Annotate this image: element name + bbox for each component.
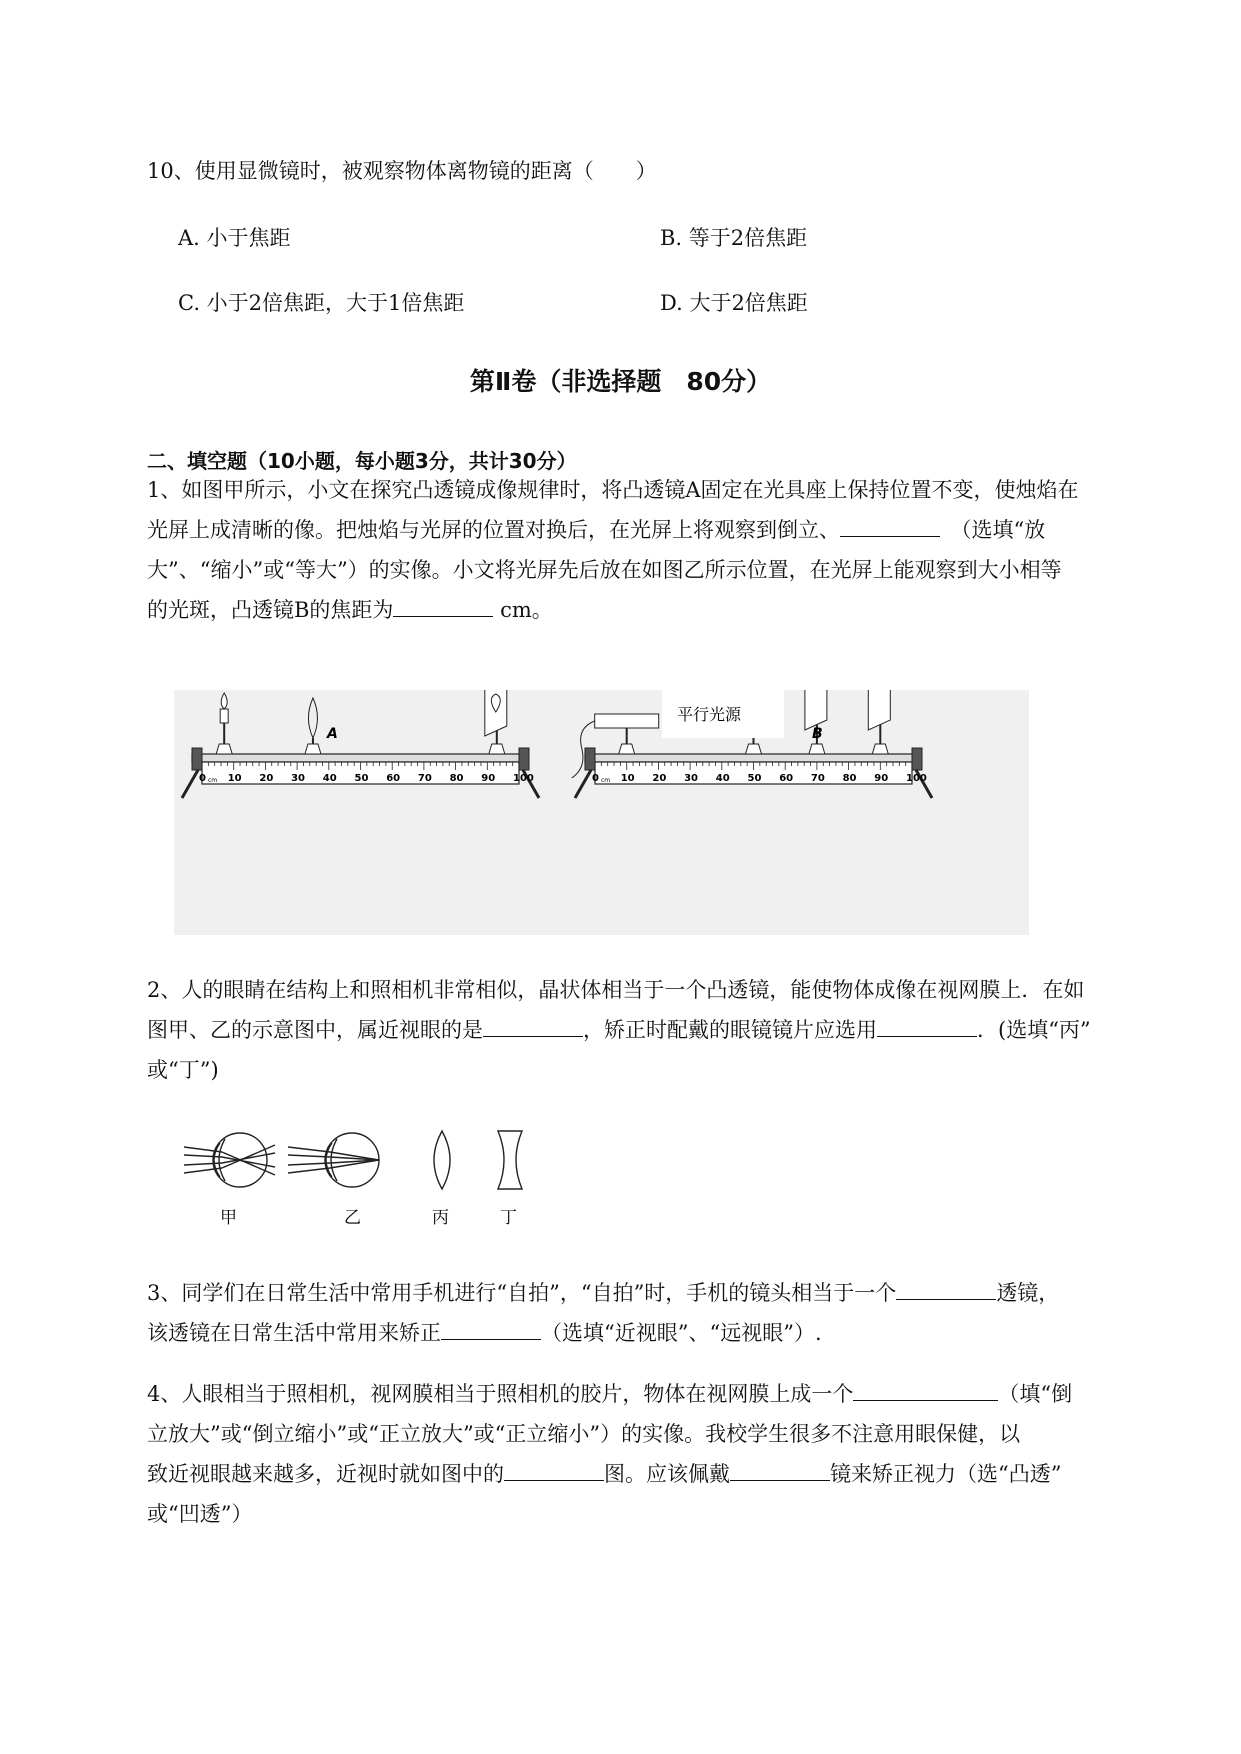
scale-tick-label: 60 bbox=[779, 773, 794, 784]
bench-end-right bbox=[912, 748, 922, 770]
label-jia: 甲 bbox=[220, 1208, 237, 1228]
q4-blank-2[interactable] bbox=[504, 1458, 604, 1481]
q4-line-1: 4、人眼相当于照相机，视网膜相当于照相机的胶片，物体在视网膜上成一个 （填“倒 bbox=[147, 1374, 1147, 1414]
q2-line-1: 2、人的眼睛在结构上和照相机非常相似，晶状体相当于一个凸透镜，能使物体成像在视网膜上．在如 bbox=[147, 978, 1085, 1002]
question-3 bbox=[147, 1273, 1147, 1353]
scale-tick-label: 60 bbox=[386, 773, 401, 784]
scale-tick-label: 80 bbox=[449, 773, 464, 784]
holder-base bbox=[216, 744, 232, 754]
q3-line-1: 3、同学们在日常生活中常用手机进行“自拍”，“自拍”时，手机的镜头相当于一个 透镜， bbox=[147, 1273, 1147, 1313]
section-title: 第Ⅱ卷（非选择题 80分） bbox=[469, 367, 772, 396]
q3-blank-1[interactable] bbox=[896, 1277, 996, 1300]
bench-end-left bbox=[192, 748, 202, 770]
scale-tick-label: 30 bbox=[291, 773, 306, 784]
light-source-label: 平行光源 bbox=[677, 705, 742, 724]
optical-bench-figure bbox=[174, 690, 1029, 935]
q1-line-4: 的光斑，凸透镜B的焦距为 cm。 bbox=[147, 590, 1147, 630]
q1-line-3: 大”、“缩小”或“等大”）的实像。小文将光屏先后放在如图乙所示位置，在光屏上能观察到大小相等 bbox=[147, 558, 1062, 582]
label-bing: 丙 bbox=[432, 1208, 449, 1228]
q2-line-3: 或“丁”) bbox=[147, 1058, 219, 1082]
scale-unit: cm bbox=[601, 777, 611, 784]
q3-line-2: 该透镜在日常生活中常用来矫正 （选填“近视眼”、“远视眼”）. bbox=[147, 1313, 1147, 1353]
scale-tick-label: 10 bbox=[227, 773, 242, 784]
question-2 bbox=[147, 970, 1147, 1090]
scale-tick-label: 100 bbox=[906, 773, 927, 784]
scale-tick-label: 80 bbox=[842, 773, 857, 784]
holder-base bbox=[809, 744, 825, 754]
scale-tick-label: 50 bbox=[354, 773, 369, 784]
scale-tick-label: 100 bbox=[513, 773, 534, 784]
eye-jia bbox=[184, 1133, 275, 1187]
bench-end-right bbox=[519, 748, 529, 770]
q4-line-3: 致近视眼越来越多，近视时就如图中的 图。应该佩戴 镜来矫正视力（选“凸透” bbox=[147, 1454, 1147, 1494]
eye-yi bbox=[288, 1133, 379, 1187]
label-yi: 乙 bbox=[344, 1208, 361, 1228]
holder-base bbox=[872, 744, 888, 754]
question-4 bbox=[147, 1374, 1147, 1534]
q3-blank-2[interactable] bbox=[441, 1317, 541, 1340]
concave-lens bbox=[498, 1131, 522, 1189]
scale-tick-label: 90 bbox=[481, 773, 496, 784]
q2-blank-2[interactable] bbox=[877, 1014, 977, 1037]
q4-blank-1[interactable] bbox=[853, 1378, 998, 1401]
scale-tick-label: 40 bbox=[322, 773, 337, 784]
q4-blank-3[interactable] bbox=[730, 1458, 830, 1481]
holder-base bbox=[746, 744, 762, 754]
holder-base bbox=[305, 744, 321, 754]
q4-line-4: 或“凹透”） bbox=[147, 1502, 253, 1526]
option-a: A. 小于焦距 bbox=[178, 226, 291, 250]
option-d: D. 大于2倍焦距 bbox=[660, 291, 808, 315]
question-1 bbox=[147, 470, 1147, 630]
q2-line-2: 图甲、乙的示意图中，属近视眼的是 ，矫正时配戴的眼镜镜片应选用 ．(选填“丙” bbox=[147, 1010, 1147, 1050]
parallel-light-source bbox=[595, 714, 659, 728]
lens-a-label: A bbox=[327, 726, 338, 742]
q1-line-1: 1、如图甲所示，小文在探究凸透镜成像规律时，将凸透镜A固定在光具座上保持位置不变，使烛焰在 bbox=[147, 478, 1079, 502]
q2-blank-1[interactable] bbox=[483, 1014, 583, 1037]
q1-blank-2[interactable] bbox=[393, 594, 493, 617]
scale-tick-label: 40 bbox=[715, 773, 730, 784]
option-b: B. 等于2倍焦距 bbox=[660, 226, 808, 250]
scale-tick-label: 70 bbox=[417, 773, 432, 784]
scale-tick-label: 10 bbox=[620, 773, 635, 784]
convex-lens bbox=[434, 1131, 450, 1189]
q1-line-2: 光屏上成清晰的像。把烛焰与光屏的位置对换后，在光屏上将观察到倒立、 （选填“放 bbox=[147, 510, 1147, 550]
q4-line-2: 立放大”或“倒立缩小”或“正立放大”或“正立缩小”）的实像。我校学生很多不注意用眼保健，以 bbox=[147, 1422, 1021, 1446]
scale-tick-label: 20 bbox=[652, 773, 667, 784]
lens-b-label: B bbox=[812, 726, 823, 742]
holder-base bbox=[619, 744, 635, 754]
question-10-stem: 10、使用显微镜时，被观察物体离物镜的距离（ ） bbox=[147, 159, 657, 183]
holder-base bbox=[489, 744, 505, 754]
scale-tick-label: 20 bbox=[259, 773, 274, 784]
label-ding: 丁 bbox=[500, 1208, 517, 1228]
scale-tick-label: 0 bbox=[199, 773, 206, 784]
eye-diagram-figure bbox=[180, 1125, 550, 1230]
section-heading: 二、填空题（10小题，每小题3分，共计30分） bbox=[147, 449, 577, 473]
q1-blank-1[interactable] bbox=[840, 514, 940, 537]
scale-tick-label: 70 bbox=[810, 773, 825, 784]
scale-tick-label: 50 bbox=[747, 773, 762, 784]
candle bbox=[220, 709, 228, 723]
option-c: C. 小于2倍焦距，大于1倍焦距 bbox=[178, 291, 465, 315]
bench-rail bbox=[585, 754, 920, 762]
bench-end-left bbox=[585, 748, 595, 770]
scale-tick-label: 90 bbox=[874, 773, 889, 784]
scale-tick-label: 30 bbox=[684, 773, 699, 784]
bench-rail bbox=[192, 754, 527, 762]
scale-unit: cm bbox=[208, 777, 218, 784]
scale-tick-label: 0 bbox=[592, 773, 599, 784]
